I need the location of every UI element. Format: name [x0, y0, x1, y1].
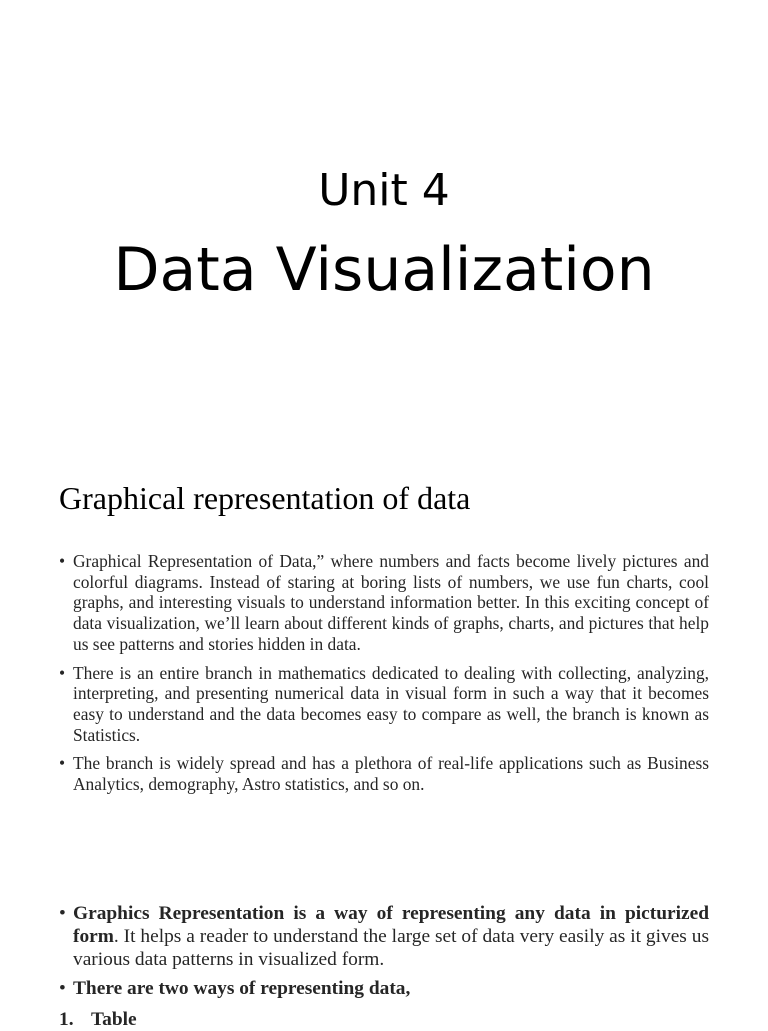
page-title: Data Visualization — [113, 235, 655, 305]
list-item — [59, 551, 709, 655]
bullet-list-intro — [59, 551, 709, 803]
bullet-icon: • — [59, 551, 66, 571]
unit-label: Unit 4 — [318, 165, 450, 216]
list-item — [59, 902, 709, 971]
bullet-text: The branch is widely spread and has a plethora of real-life applications such as Business Analytics, demography, Astro statistics, and so on. — [73, 753, 709, 795]
bullet-text: There is an entire branch in mathematics dedicated to dealing with collecting, analyzing, interpreting, and presenting numerical data in visual form in such a way that it becomes easy to understand and the data becomes easy to compare as well, the branch is known as Statistics. — [73, 662, 709, 745]
item-label: Table — [91, 1009, 137, 1030]
section-heading: Graphical representation of data — [59, 480, 471, 516]
bullet-icon: • — [59, 753, 66, 774]
ways-heading: There are two ways of representing data, — [73, 978, 411, 999]
list-item — [59, 663, 709, 746]
definition-bold-text: Graphics Representation is a way of representing any data in picturized form — [73, 903, 709, 947]
numbered-item-table — [59, 1008, 137, 1031]
definition-text: . It helps a reader to understand the large set of data very easily as it gives us various data patterns in visualized form. — [73, 926, 709, 970]
bullet-icon: • — [59, 978, 66, 999]
bullet-list-definition — [59, 902, 709, 1006]
bullet-text: Graphical Representation of Data,” where numbers and facts become lively pictures and colorful diagrams. Instead of staring at boring lists of numbers, we use fun charts, cool graphs, and interesting visuals to understand information better. In this exciting concept of data visualization, we’ll learn about different kinds of graphs, charts, and pictures that help us see patterns and stories hidden in data. — [73, 551, 709, 654]
list-item — [59, 977, 709, 1000]
bullet-icon: • — [59, 662, 66, 683]
list-item — [59, 753, 709, 794]
bullet-icon: • — [59, 903, 66, 924]
item-number: 1. — [59, 1009, 74, 1030]
